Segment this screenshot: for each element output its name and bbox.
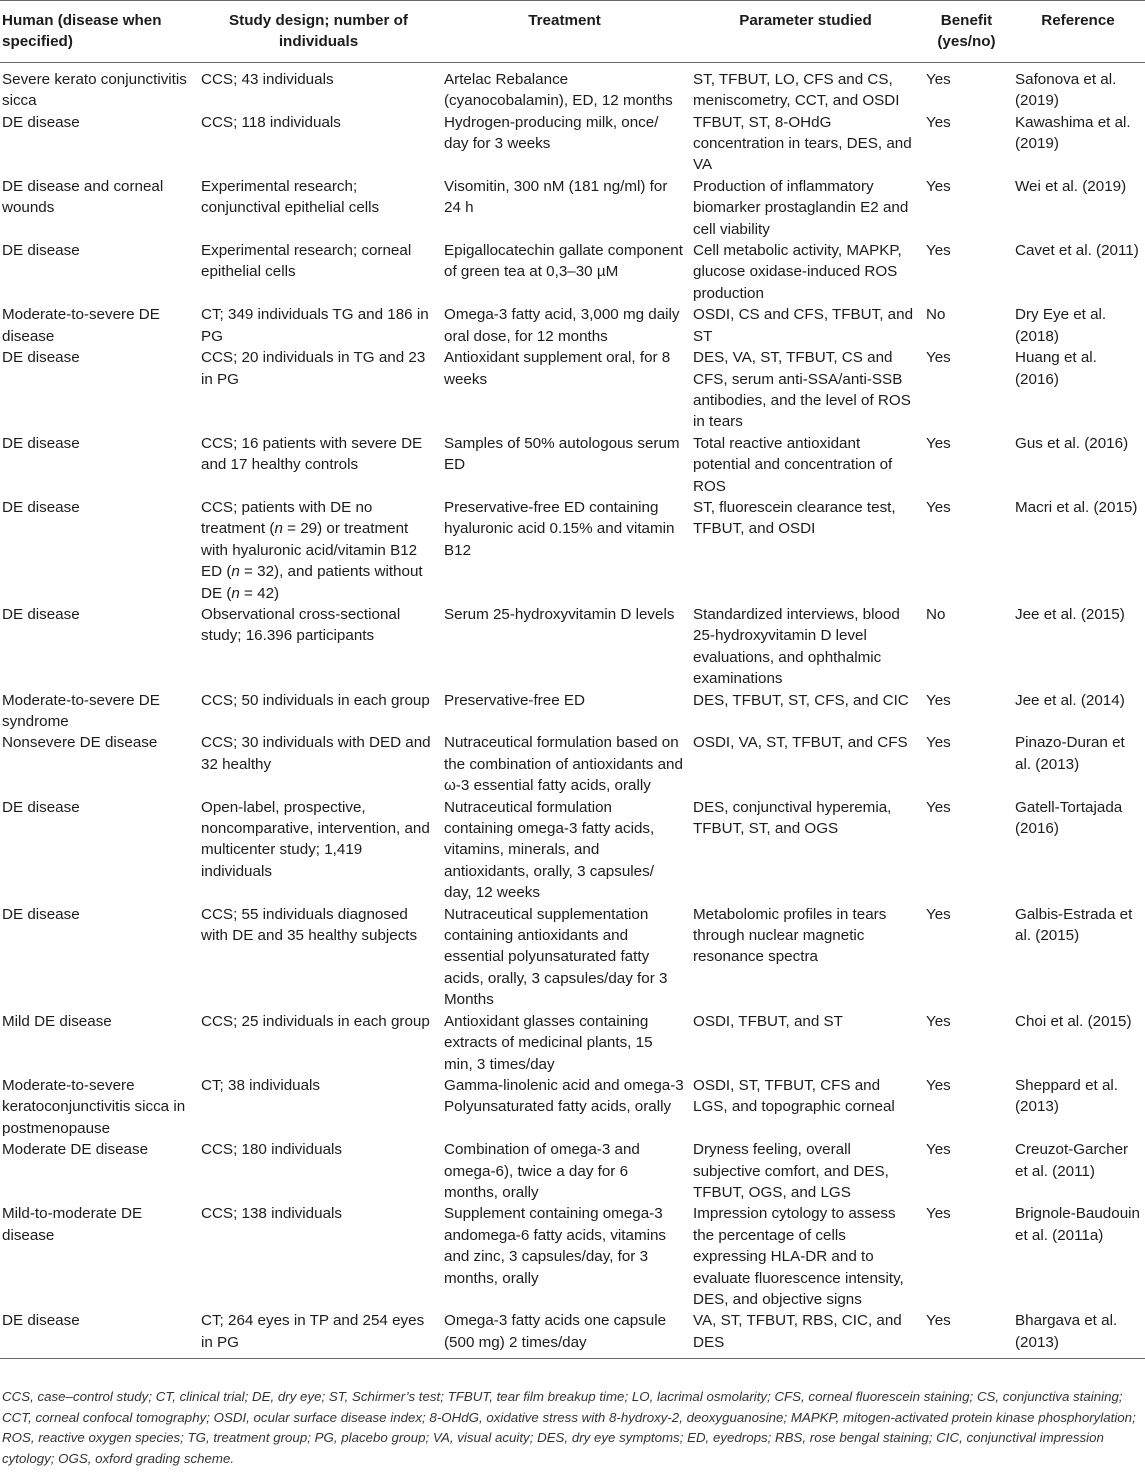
cell-benefit: Yes [926,498,951,516]
table-header [0,1,1145,63]
design-text: CT; 349 individuals TG and 186 in PG [201,306,429,345]
cell-study-design [197,904,440,1011]
cell-parameter: Production of inflammatory biomarker prostaglandin E2 and cell viability [693,177,909,238]
cell-treatment: Omega-3 fatty acid, 3,000 mg daily oral dose, for 12 months [444,306,680,345]
cell-study-design [197,176,440,240]
cell-benefit: Yes [926,905,951,923]
design-text: CCS; patients with DE no treatment ( [201,498,373,538]
cell-parameter: Impression cytology to assess the percentage of cells expressing HLA-DR and to evaluate fluorescence intensity, DES, and objective signs [693,1205,904,1308]
cell-benefit: Yes [926,1312,951,1330]
cell-reference: Gatell-Tortajada (2016) [1015,798,1123,838]
design-text: = 32), and patients without DE ( [201,563,423,602]
cell-reference: Wei et al. (2019) [1015,177,1127,195]
cell-benefit: Yes [926,177,951,195]
design-text: Experimental research; corneal epithelial cells [201,242,412,281]
table-row [0,1139,1145,1203]
design-text: Experimental research; conjunctival epithelial cells [201,177,380,217]
cell-reference: Pinazo-Duran et al. (2013) [1015,734,1125,773]
table-row [0,797,1145,904]
table-row [0,732,1145,796]
cell-study-design [197,347,440,433]
cell-human: DE disease [2,113,80,131]
header-reference: Reference [1041,12,1115,29]
cell-study-design [197,1203,440,1310]
design-text: = 29) or treatment with hyaluronic acid/vitamin B12 ED ( [201,520,418,581]
cell-treatment: Preservative-free ED containing hyaluronic acid 0.15% and vitamin B12 [444,498,675,559]
design-text: CCS; 180 individuals [201,1141,342,1159]
cell-parameter: Dryness feeling, overall subjective comfort, and DES, TFBUT, OGS, and LGS [693,1141,889,1201]
cell-treatment: Serum 25-hydroxyvitamin D levels [444,605,675,623]
cell-treatment: Gamma-linolenic acid and omega-3 Polyunsaturated fatty acids, orally [444,1076,684,1116]
design-text: CCS; 118 individuals [201,113,341,131]
cell-parameter: Standardized interviews, blood 25-hydroxyvitamin D level evaluations, and ophthalmic examinations [693,605,900,688]
design-text: Observational cross-sectional study; 16.396 participants [201,605,401,645]
cell-treatment: Samples of 50% autologous serum ED [444,434,680,474]
cell-reference: Galbis-Estrada et al. (2015) [1015,905,1133,945]
cell-human: Mild-to-moderate DE disease [2,1205,143,1244]
cell-benefit: Yes [926,349,951,367]
cell-treatment: Visomitin, 300 nM (181 ng/ml) for 24 h [444,177,668,217]
cell-study-design [197,1310,440,1358]
cell-study-design [197,1139,440,1203]
cell-treatment: Nutraceutical formulation containing omega-3 fatty acids, vitamins, minerals, and antioxidants, orally, 3 capsules/ day, 12 weeks [444,798,655,902]
cell-reference: Safonova et al. (2019) [1015,70,1117,110]
design-text: CCS; 138 individuals [201,1205,342,1223]
header-row [0,1,1145,63]
table-body [0,62,1145,1358]
cell-treatment: Combination of omega-3 and omega-6), twice a day for 6 months, orally [444,1141,640,1201]
cell-parameter: DES, VA, ST, TFBUT, CS and CFS, serum anti-SSA/anti-SSB antibodies, and the level of ROS in tears [693,349,911,431]
header-study-design: Study design; number of individuals [229,12,408,51]
table-row [0,304,1145,347]
italic-n: n [274,520,283,538]
design-text: CCS; 20 individuals in TG and 23 in PG [201,349,426,388]
table-row [0,604,1145,690]
cell-treatment: Supplement containing omega-3 andomega-6 fatty acids, vitamins and zinc, 3 capsules/day, for 3 months, orally [444,1205,667,1287]
cell-reference: Choi et al. (2015) [1015,1012,1132,1030]
cell-benefit: Yes [926,1205,951,1223]
cell-human: DE disease [2,242,80,260]
cell-human: Nonsevere DE disease [2,734,158,752]
table-row [0,347,1145,433]
cell-human: DE disease and corneal wounds [2,177,164,217]
cell-reference: Creuzot-Garcher et al. (2011) [1015,1141,1129,1180]
header-parameter: Parameter studied [739,12,872,29]
design-text: CCS; 43 individuals [201,70,334,88]
table-row [0,1310,1145,1358]
cell-human: Moderate-to-severe DE disease [2,306,160,345]
cell-benefit: Yes [926,1012,951,1030]
cell-human: Moderate-to-severe keratoconjunctivitis sicca in postmenopause [2,1076,186,1137]
table-row [0,690,1145,733]
cell-reference: Jee et al. (2015) [1015,605,1125,623]
design-text: CCS; 50 individuals in each group [201,691,430,709]
cell-treatment: Antioxidant supplement oral, for 8 weeks [444,349,671,388]
cell-study-design [197,732,440,796]
design-text: CCS; 16 patients with severe DE and 17 healthy controls [201,434,423,474]
design-text: CCS; 55 individuals diagnosed with DE and 35 healthy subjects [201,905,418,945]
cell-treatment: Antioxidant glasses containing extracts of medicinal plants, 15 min, 3 times/day [444,1012,653,1073]
cell-parameter: OSDI, CS and CFS, TFBUT, and ST [693,306,914,345]
cell-benefit: Yes [926,691,951,709]
cell-benefit: Yes [926,70,951,88]
cell-human: DE disease [2,605,80,623]
table-row [0,433,1145,497]
cell-parameter: VA, ST, TFBUT, RBS, CIC, and DES [693,1312,902,1351]
cell-human: Severe kerato conjunctivitis sicca [2,70,187,110]
table-row [0,112,1145,176]
cell-study-design [197,304,440,347]
cell-study-design [197,1075,440,1139]
cell-benefit: Yes [926,798,951,816]
cell-benefit: Yes [926,1076,951,1094]
cell-benefit: Yes [926,113,951,131]
cell-treatment: Hydrogen-producing milk, once/ day for 3 weeks [444,113,659,153]
design-text: = 42) [239,584,280,602]
design-text: Open-label, prospective, noncomparative, intervention, and multicenter study; 1,419 individuals [201,798,430,880]
table-row [0,497,1145,604]
cell-study-design [197,112,440,176]
table-row [0,1203,1145,1310]
header-treatment: Treatment [528,12,601,29]
cell-study-design [197,1011,440,1075]
cell-treatment: Artelac Rebalance (cyanocobalamin), ED, 12 months [444,70,673,110]
cell-benefit: Yes [926,242,951,260]
table-row [0,904,1145,1011]
cell-study-design [197,62,440,111]
design-text: CT; 264 eyes in TP and 254 eyes in PG [201,1312,425,1351]
table-row [0,240,1145,304]
cell-study-design [197,497,440,604]
cell-human: Moderate DE disease [2,1141,149,1159]
cell-parameter: ST, fluorescein clearance test, TFBUT, and OSDI [693,498,896,538]
cell-human: DE disease [2,349,80,367]
cell-study-design [197,433,440,497]
cell-reference: Cavet et al. (2011) [1015,242,1139,260]
cell-benefit: No [926,605,946,623]
cell-benefit: Yes [926,1141,951,1159]
cell-treatment: Omega-3 fatty acids one capsule (500 mg) 2 times/day [444,1312,667,1351]
cell-parameter: DES, conjunctival hyperemia, TFBUT, ST, and OGS [693,798,892,838]
cell-parameter: Cell metabolic activity, MAPKP, glucose oxidase-induced ROS production [693,242,902,302]
cell-parameter: OSDI, TFBUT, and ST [693,1012,843,1030]
table-row [0,1075,1145,1139]
table-footnote: CCS, case–control study; CT, clinical trial; DE, dry eye; ST, Schirmer’s test; TFBUT, tear film breakup time; LO, lacrimal osmolarity; CFS, corneal fluorescein staining; CS, conjunctiva staining; CCT, corneal confocal tomography; OSDI, ocular surface disease index; 8-OHdG, oxidative stress with 8-hydroxy-2, deoxyguanosine; MAPKP, mitogen-activated protein kinase phosphorylation; ROS, reactive oxygen species; TG, treatment group; PG, placebo group; VA, visual acuity; DES, dry eye symptoms; ED, eyedrops; RBS, rose bengal staining; CIC, conjunctival impression cytology; OGS, oxford grading scheme. [2,1389,1136,1466]
cell-reference: Kawashima et al. (2019) [1015,113,1131,153]
cell-treatment: Epigallocatechin gallate component of green tea at 0,3–30 µM [444,242,683,281]
cell-treatment: Preservative-free ED [444,691,585,709]
cell-human: Moderate-to-severe DE syndrome [2,691,160,730]
cell-benefit: Yes [926,434,951,452]
cell-study-design [197,797,440,904]
design-text: CCS; 30 individuals with DED and 32 healthy [201,734,431,773]
cell-benefit: No [926,306,946,324]
cell-reference: Sheppard et al. (2013) [1015,1076,1119,1116]
cell-reference: Gus et al. (2016) [1015,434,1129,452]
cell-reference: Dry Eye et al. (2018) [1015,306,1107,345]
cell-benefit: Yes [926,734,951,752]
italic-n: n [231,584,240,602]
cell-parameter: DES, TFBUT, ST, CFS, and CIC [693,691,909,709]
cell-study-design [197,604,440,690]
cell-human: DE disease [2,798,80,816]
cell-reference: Bhargava et al. (2013) [1015,1312,1118,1351]
cell-reference: Macri et al. (2015) [1015,498,1138,516]
cell-treatment: Nutraceutical supplementation containing antioxidants and essential polyunsaturated fatty acids, orally, 3 capsules/day for 3 Months [444,905,668,1009]
cell-parameter: ST, TFBUT, LO, CFS and CS, meniscometry, CCT, and OSDI [693,70,900,110]
table-row [0,176,1145,240]
cell-reference: Jee et al. (2014) [1015,691,1125,709]
table-row [0,1011,1145,1075]
cell-human: DE disease [2,905,80,923]
cell-study-design [197,240,440,304]
cell-parameter: Total reactive antioxidant potential and concentration of ROS [693,434,893,495]
cell-treatment: Nutraceutical formulation based on the combination of antioxidants and ω-3 essential fatty acids, orally [444,734,683,795]
header-benefit: Benefit (yes/no) [937,12,996,51]
italic-n: n [231,563,240,581]
design-text: CCS; 25 individuals in each group [201,1012,430,1030]
cell-human: DE disease [2,1312,80,1330]
cell-human: DE disease [2,498,80,516]
cell-parameter: OSDI, VA, ST, TFBUT, and CFS [693,734,908,752]
design-text: CT; 38 individuals [201,1076,321,1094]
table-row [0,62,1145,111]
cell-reference: Huang et al. (2016) [1015,349,1097,388]
cell-human: Mild DE disease [2,1012,112,1030]
cell-parameter: Metabolomic profiles in tears through nuclear magnetic resonance spectra [693,905,887,966]
cell-parameter: TFBUT, ST, 8-OHdG concentration in tears, DES, and VA [693,113,912,174]
cell-human: DE disease [2,434,80,452]
header-human: Human (disease when specified) [2,12,162,51]
cell-parameter: OSDI, ST, TFBUT, CFS and LGS, and topographic corneal [693,1076,895,1116]
cell-reference: Brignole-Baudouin et al. (2011a) [1015,1205,1140,1244]
cell-study-design [197,690,440,733]
